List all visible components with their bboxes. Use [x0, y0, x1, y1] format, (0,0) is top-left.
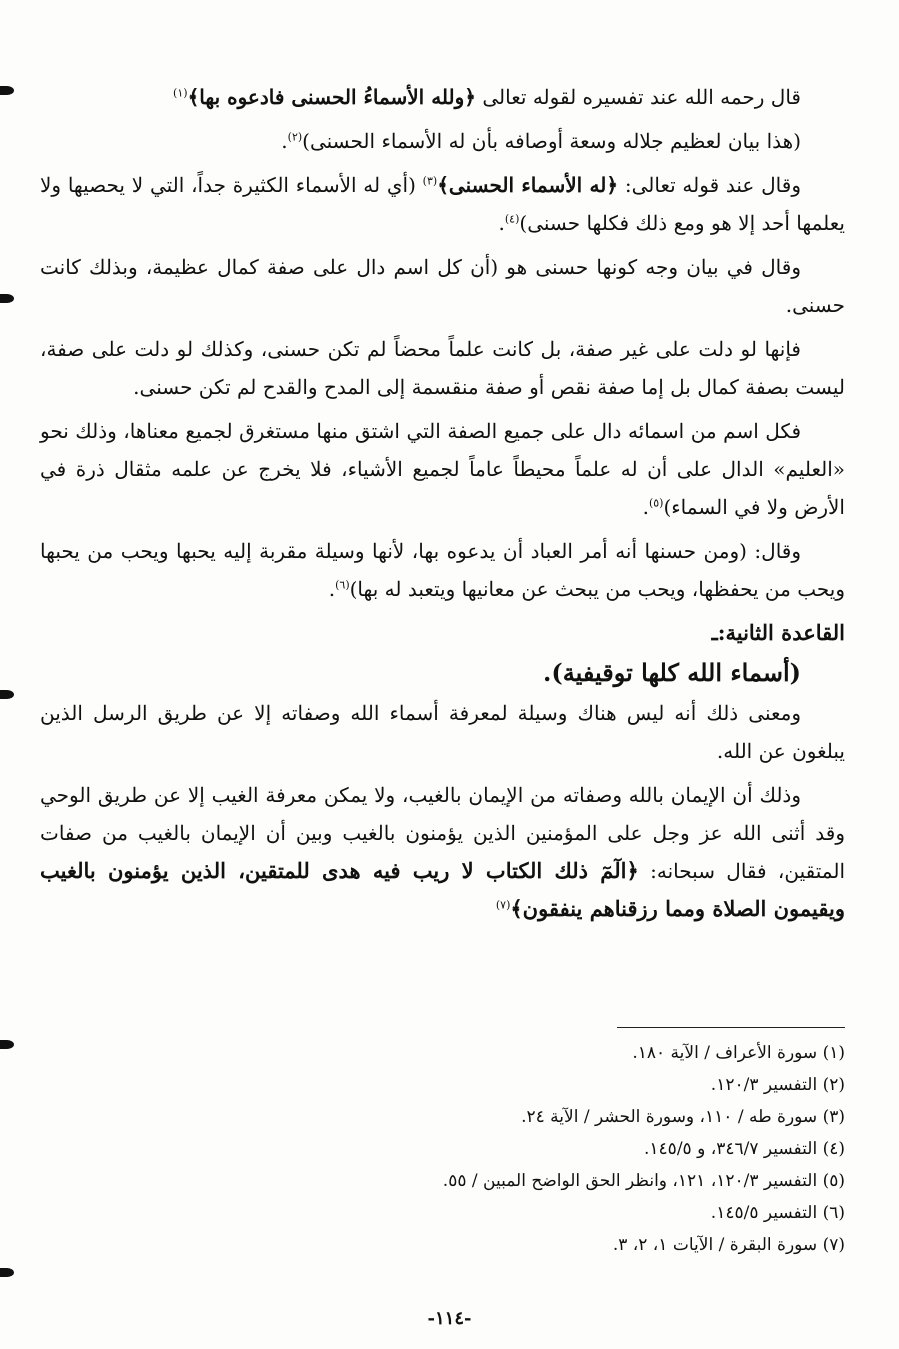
footnote: (٦) التفسير ١٤٥/٥.	[710, 1203, 845, 1223]
punctuation: .	[328, 577, 336, 601]
paragraph-text: وقال: (ومن حسنها أنه أمر العباد أن يدعوه بها، لأنها وسيلة مقربة إليه يحبها ويحب من يحبها ويحب من يحفظها، ويحب من يبحث عن معانيها ويتعبد له بها)	[40, 539, 845, 601]
page-body	[40, 78, 845, 934]
paragraph-7	[40, 532, 845, 608]
paragraph-3	[40, 166, 845, 242]
footnote: (٥) التفسير ١٢٠/٣، ١٢١، وانظر الحق الواضح المبين / ٥٥.	[442, 1171, 845, 1191]
binding-hole-mark	[0, 1040, 14, 1049]
paragraph-text: فإنها لو دلت على غير صفة، بل كانت علماً محضاً لم تكن حسنى، وكذلك لو دلت على صفة، ليست بصفة كمال بل إما صفة نقص أو صفة منقسمة إلى المدح والقدح لم تكن حسنى.	[40, 337, 845, 399]
paragraph-9	[40, 776, 845, 928]
paragraph-text: فكل اسم من اسمائه دال على جميع الصفة التي اشتق منها مستغرق لجميع معناها، وذلك نحو «العليم» الدال على أن له علماً محيطاً عاماً لجميع الأشياء، فلا يخرج عن علمه مثقال ذرة في الأرض ولا في السماء)	[40, 419, 845, 519]
paragraph-text: (أي له الأسماء الكثيرة جداً، التي لا يحصيها ولا يعلمها أحد إلا هو ومع ذلك فكلها حسنى)	[40, 173, 845, 235]
binding-hole-mark	[0, 86, 14, 95]
footnote: (٢) التفسير ١٢٠/٣.	[710, 1075, 845, 1095]
footnote: (٤) التفسير ٣٤٦/٧، و ١٤٥/٥.	[644, 1139, 845, 1159]
punctuation: .	[642, 495, 649, 519]
section-subheading: (أسماء الله كلها توقيفية).	[543, 658, 801, 687]
footnote: (٣) سورة طه / ١١٠، وسورة الحشر / الآية ٢٤.	[521, 1107, 845, 1127]
paragraph-2	[40, 122, 845, 160]
binding-hole-mark	[0, 294, 14, 303]
footnote: (١) سورة الأعراف / الآية ١٨٠.	[632, 1043, 845, 1063]
footnote-ref: (٧)	[495, 898, 511, 912]
paragraph-text: (هذا بيان لعظيم جلاله وسعة أوصافه بأن له الأسماء الحسنى)	[302, 129, 801, 153]
paragraph-8	[40, 694, 845, 770]
binding-hole-mark	[0, 1268, 14, 1277]
footnote-ref: (٣)	[422, 174, 438, 188]
footnote-ref: (٤)	[504, 212, 520, 226]
paragraph-text: وقال عند قوله تعالى:	[618, 173, 801, 197]
paragraph-text: ومعنى ذلك أنه ليس هناك وسيلة لمعرفة أسماء الله وصفاته إلا عن طريق الرسل الذين يبلغون عن الله.	[40, 701, 845, 763]
quran-verse: ﴿ولله الأسماءُ الحسنى فادعوه بها﴾	[187, 85, 477, 109]
paragraph-text: وقال في بيان وجه كونها حسنى هو (أن كل اسم دال على صفة كمال عظيمة، وبذلك كانت حسنى.	[40, 255, 845, 317]
footnote-ref: (١)	[173, 86, 188, 100]
footnotes-list	[55, 1037, 845, 1261]
quran-verse: ﴿الٓمٓ ذلك الكتاب لا ريب فيه هدى للمتقين، الذين يؤمنون بالغيب ويقيمون الصلاة ومما رزقناهم ينفقون﴾	[40, 858, 845, 921]
page-number: -١١٤-	[427, 1308, 472, 1329]
paragraph-6	[40, 412, 845, 526]
punctuation: .	[498, 211, 505, 235]
footnote-ref: (٢)	[287, 130, 303, 144]
paragraph-4	[40, 248, 845, 324]
paragraph-1	[40, 78, 845, 116]
section-heading: القاعدة الثانية:ـ	[711, 620, 845, 645]
footnote-divider	[617, 1027, 845, 1028]
paragraph-text: قال رحمه الله عند تفسيره لقوله تعالى	[476, 85, 801, 109]
punctuation: .	[281, 129, 288, 153]
footnote: (٧) سورة البقرة / الآيات ١، ٢، ٣.	[612, 1235, 845, 1255]
quran-verse: ﴿له الأسماء الحسنى﴾	[437, 173, 619, 197]
footnote-ref: (٥)	[648, 496, 664, 510]
footnote-ref: (٦)	[335, 578, 350, 592]
paragraph-5	[40, 330, 845, 406]
paragraph-text: وذلك أن الإيمان بالله وصفاته من الإيمان بالغيب، ولا يمكن معرفة الغيب إلا عن طريق الوحي وقد أثنى الله عز وجل على المؤمنين الذين يؤمنون بالغيب وبين أن الإيمان بالغيب من صفات المتقين، فقال سبحانه:	[40, 783, 846, 883]
binding-hole-mark	[0, 690, 14, 699]
